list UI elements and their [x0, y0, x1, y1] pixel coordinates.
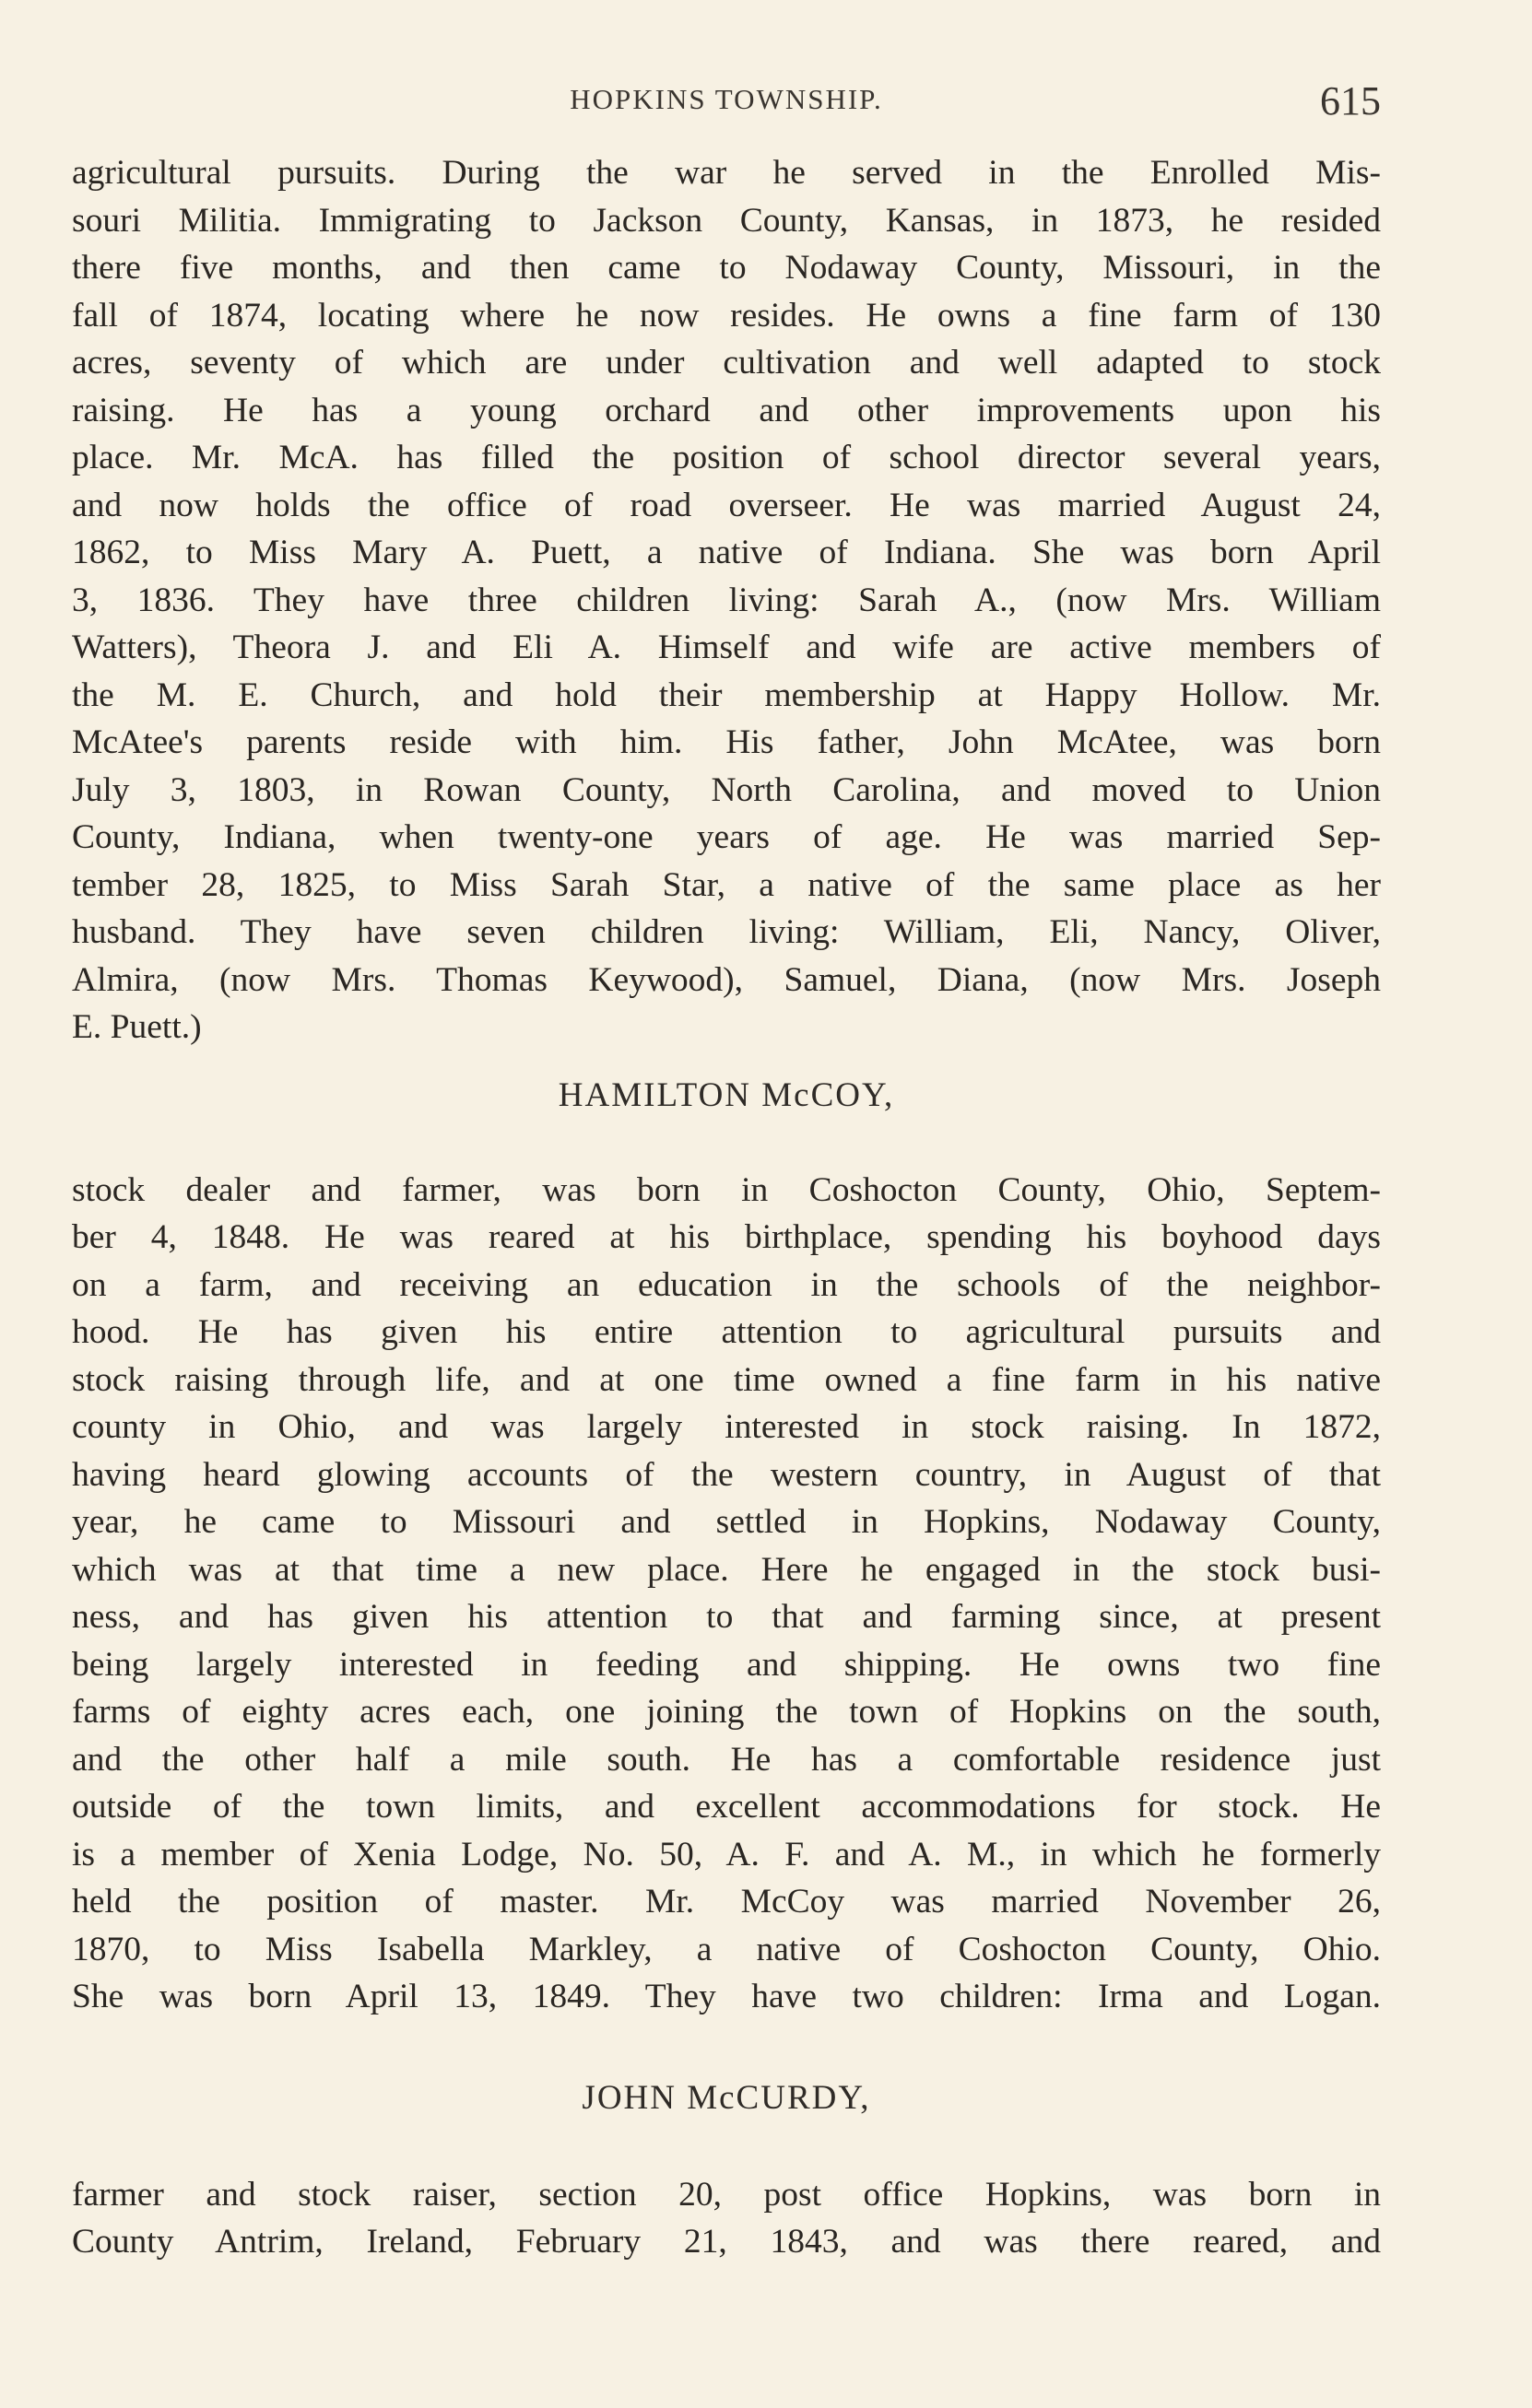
- text-line: Almira, (now Mrs. Thomas Keywood), Samuel, Diana, (now Mrs. Joseph: [72, 960, 1381, 999]
- text-line: ness, and has given his attention to that and farming since, at present: [72, 1598, 1381, 1636]
- text-line: Watters), Theora J. and Eli A. Himself and wife are active members of: [72, 628, 1381, 666]
- text-line: farmer and stock raiser, section 20, post office Hopkins, was born in: [72, 2175, 1381, 2214]
- text-line: 1870, to Miss Isabella Markley, a native of Coshocton County, Ohio.: [72, 1930, 1381, 1968]
- text-line: raising. He has a young orchard and other improvements upon his: [72, 391, 1381, 429]
- text-line: on a farm, and receiving an education in the schools of the neighbor-: [72, 1265, 1381, 1304]
- text-line: held the position of master. Mr. McCoy was married November 26,: [72, 1883, 1381, 1921]
- text-line: hood. He has given his entire attention to agricultural pursuits and: [72, 1313, 1381, 1351]
- text-line: McAtee's parents reside with him. His father, John McAtee, was born: [72, 723, 1381, 761]
- text-line: County Antrim, Ireland, February 21, 1843, and was there reared, and: [72, 2223, 1381, 2261]
- text-line: ber 4, 1848. He was reared at his birthplace, spending his boyhood days: [72, 1218, 1381, 1256]
- text-line: having heard glowing accounts of the western country, in August of that: [72, 1455, 1381, 1494]
- text-line: outside of the town limits, and excellent accommodations for stock. He: [72, 1788, 1381, 1826]
- text-line: stock dealer and farmer, was born in Coshocton County, Ohio, Septem-: [72, 1170, 1381, 1209]
- text-line: 1862, to Miss Mary A. Puett, a native of Indiana. She was born April: [72, 534, 1381, 571]
- page-number: 615: [1320, 78, 1381, 123]
- text-line: July 3, 1803, in Rowan County, North Carolina, and moved to Union: [72, 770, 1381, 809]
- page: [72, 78, 1381, 2266]
- text-line: is a member of Xenia Lodge, No. 50, A. F. and A. M., in which he formerly: [72, 1835, 1381, 1874]
- section-heading-john-mccurdy: JOHN McCURDY,: [582, 2078, 871, 2117]
- running-title: HOPKINS TOWNSHIP.: [570, 83, 883, 115]
- text-line: there five months, and then came to Nodaway County, Missouri, in the: [72, 249, 1381, 287]
- paragraph-hamilton-mccoy: [72, 1167, 1381, 2021]
- text-line: year, he came to Missouri and settled in Hopkins, Nodaway County,: [72, 1503, 1381, 1541]
- text-line: souri Militia. Immigrating to Jackson County, Kansas, in 1873, he resided: [72, 201, 1381, 240]
- running-head: [72, 78, 1381, 138]
- text-line: stock raising through life, and at one time owned a fine farm in his native: [72, 1360, 1381, 1399]
- text-line: fall of 1874, locating where he now resides. He owns a fine farm of 130: [72, 296, 1381, 335]
- paragraph-mcatee-continued: [72, 149, 1381, 1051]
- text-line: and now holds the office of road overseer. He was married August 24,: [72, 486, 1381, 524]
- text-line: place. Mr. McA. has filled the position of school director several years,: [72, 439, 1381, 476]
- text-line: agricultural pursuits. During the war he served in the Enrolled Mis-: [72, 154, 1381, 192]
- text-line: 3, 1836. They have three children living: Sarah A., (now Mrs. William: [72, 581, 1381, 619]
- text-line: acres, seventy of which are under cultivation and well adapted to stock: [72, 344, 1381, 382]
- text-line: and the other half a mile south. He has a comfortable residence just: [72, 1740, 1381, 1779]
- text-line: the M. E. Church, and hold their membership at Happy Hollow. Mr.: [72, 675, 1381, 714]
- text-line: farms of eighty acres each, one joining the town of Hopkins on the south,: [72, 1693, 1381, 1731]
- section-heading-hamilton-mccoy: HAMILTON McCOY,: [558, 1075, 895, 1114]
- text-line: husband. They have seven children living: William, Eli, Nancy, Oliver,: [72, 913, 1381, 951]
- text-line: tember 28, 1825, to Miss Sarah Star, a native of the same place as her: [72, 865, 1381, 904]
- text-line: She was born April 13, 1849. They have two children: Irma and Logan.: [72, 1978, 1381, 2015]
- text-line: E. Puett.): [72, 1008, 202, 1046]
- text-line: County, Indiana, when twenty-one years of age. He was married Sep-: [72, 818, 1381, 856]
- text-line: being largely interested in feeding and shipping. He owns two fine: [72, 1645, 1381, 1684]
- text-line: which was at that time a new place. Here he engaged in the stock busi-: [72, 1550, 1381, 1589]
- text-line: county in Ohio, and was largely interested in stock raising. In 1872,: [72, 1408, 1381, 1446]
- paragraph-john-mccurdy: [72, 2171, 1381, 2266]
